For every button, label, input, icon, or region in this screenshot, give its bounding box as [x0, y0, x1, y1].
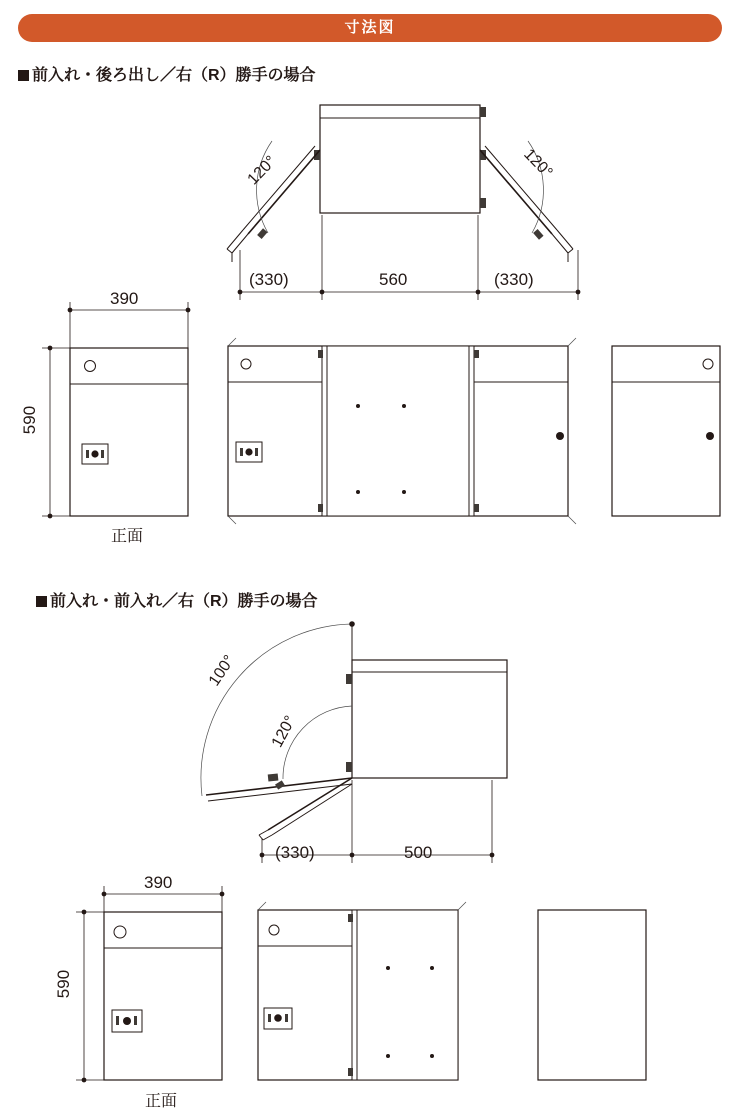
section-2-dim-right: 500 — [404, 843, 433, 862]
section-1-dim-right: (330) — [494, 270, 534, 289]
section-1-angle-left: 120° — [244, 152, 280, 189]
section-2-front-caption: 正面 — [145, 1093, 178, 1110]
section-1-width-dim: 390 — [110, 289, 139, 308]
page-title: 寸法図 — [344, 19, 396, 36]
section-2-heading-text: 前入れ・前入れ／右（R）勝手の場合 — [50, 593, 318, 610]
section-2-angle-inner: 120° — [268, 713, 300, 751]
section-1-heading-text: 前入れ・後ろ出し／右（R）勝手の場合 — [32, 67, 316, 84]
section-1-dim-center: 560 — [379, 270, 408, 289]
section-1-angle-right: 120° — [520, 145, 556, 182]
section-2-dim-left: (330) — [275, 843, 315, 862]
section-1-dim-left: (330) — [249, 270, 289, 289]
section-2-height-dim: 590 — [54, 969, 74, 999]
section-2-width-dim: 390 — [144, 873, 173, 892]
section-2-angle-outer: 100° — [205, 652, 239, 690]
section-1-height-dim: 590 — [20, 405, 40, 435]
section-1-front-caption: 正面 — [111, 528, 144, 545]
